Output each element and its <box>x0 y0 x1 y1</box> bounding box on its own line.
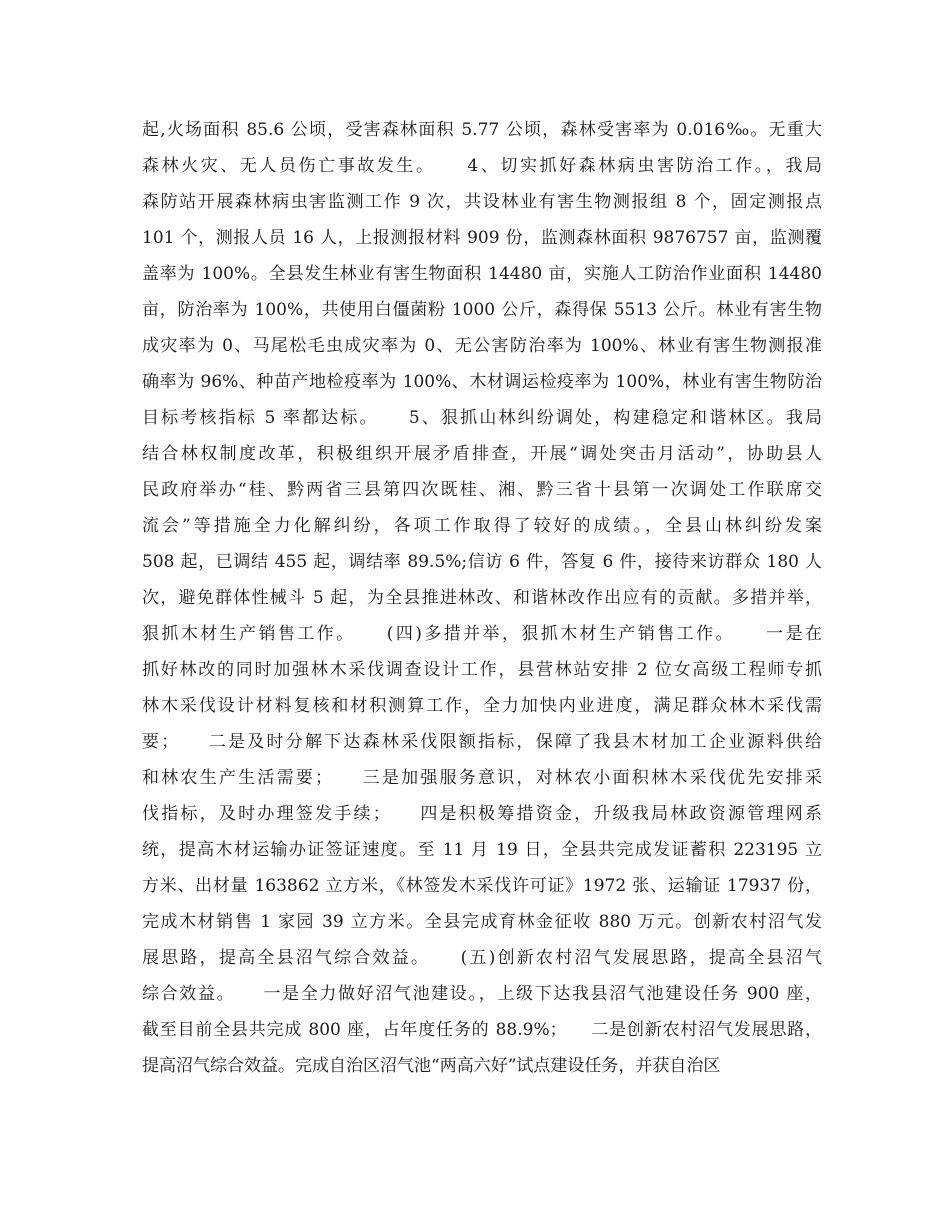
text-line: 民政府举办“桂、黔两省三县第四次既桂、湘、黔三省十县第一次调处工作联席交 <box>142 480 822 500</box>
text-line: 展思路，提高全县沼气综合效益。 (五)创新农村沼气发展思路，提高全县沼气 <box>142 948 822 968</box>
text-line: 森防站开展森林病虫害监测工作 9 次，共设林业有害生物测报组 8 个，固定测报点 <box>142 192 822 212</box>
text-line: 林木采伐设计材料复核和材积测算工作，全力加快内业进度，满足群众林木采伐需 <box>142 696 822 716</box>
text-line: 结合林权制度改革，积极组织开展矛盾排查，开展“调处突击月活动”，协助县人 <box>142 444 822 464</box>
text-line: 成灾率为 0、马尾松毛虫成灾率为 0、无公害防治率为 100%、林业有害生物测报准 <box>142 336 822 356</box>
text-line: 统，提高木材运输办证签证速度。至 11 月 19 日，全县共完成发证蓄积 223195 立 <box>142 840 822 860</box>
text-line: 次，避免群体性械斗 5 起，为全县推进林改、和谐林改作出应有的贡献。多措并举， <box>142 588 822 608</box>
text-line: 提高沼气综合效益。完成自治区沼气池“两高六好”试点建设任务，并获自治区 <box>142 1056 721 1076</box>
text-line: 起,火场面积 85.6 公顷，受害森林面积 5.77 公顷，森林受害率为 0.016‰。无重大 <box>142 120 822 140</box>
text-line: 狠抓木材生产销售工作。 (四)多措并举，狠抓木材生产销售工作。 一是在 <box>142 624 822 644</box>
text-line: 目标考核指标 5 率都达标。 5、狠抓山林纠纷调处，构建稳定和谐林区。我局 <box>142 408 822 428</box>
body-text <box>142 112 822 1084</box>
text-line: 确率为 96%、种苗产地检疫率为 100%、木材调运检疫率为 100%，林业有害生物防治 <box>142 372 822 392</box>
text-line: 伐指标，及时办理签发手续； 四是积极筹措资金，升级我局林政资源管理网系 <box>142 804 822 824</box>
text-line: 和林农生产生活需要； 三是加强服务意识，对林农小面积林木采伐优先安排采 <box>142 768 822 788</box>
text-line: 截至目前全县共完成 800 座，占年度任务的 88.9%； 二是创新农村沼气发展思路， <box>142 1020 822 1040</box>
text-line: 流会”等措施全力化解纠纷，各项工作取得了较好的成绩。，全县山林纠纷发案 <box>142 516 822 536</box>
text-line: 101 个，测报人员 16 人，上报测报材料 909 份，监测森林面积 9876757 亩，监测覆 <box>142 228 822 248</box>
text-line: 亩，防治率为 100%，共使用白僵菌粉 1000 公斤，森得保 5513 公斤。林业有害生物 <box>142 300 822 320</box>
text-line: 方米、出材量 163862 立方米，《林签发木采伐许可证》1972 张、运输证 17937 份， <box>142 876 822 896</box>
text-line: 完成木材销售 1 家园 39 立方米。全县完成育林金征收 880 万元。创新农村沼气发 <box>142 912 822 932</box>
text-line: 森林火灾、无人员伤亡事故发生。 4、切实抓好森林病虫害防治工作。，我局 <box>142 156 822 176</box>
text-line: 盖率为 100%。全县发生林业有害生物面积 14480 亩，实施人工防治作业面积 14480 <box>142 264 822 284</box>
text-line: 抓好林改的同时加强林木采伐调查设计工作，县营林站安排 2 位女高级工程师专抓 <box>142 660 822 680</box>
text-line: 综合效益。 一是全力做好沼气池建设。，上级下达我县沼气池建设任务 900 座， <box>142 984 822 1004</box>
text-line: 508 起，已调结 455 起，调结率 89.5%;信访 6 件，答复 6 件，接待来访群众 180 人 <box>142 552 822 572</box>
text-line: 要； 二是及时分解下达森林采伐限额指标，保障了我县木材加工企业源料供给 <box>142 732 822 752</box>
